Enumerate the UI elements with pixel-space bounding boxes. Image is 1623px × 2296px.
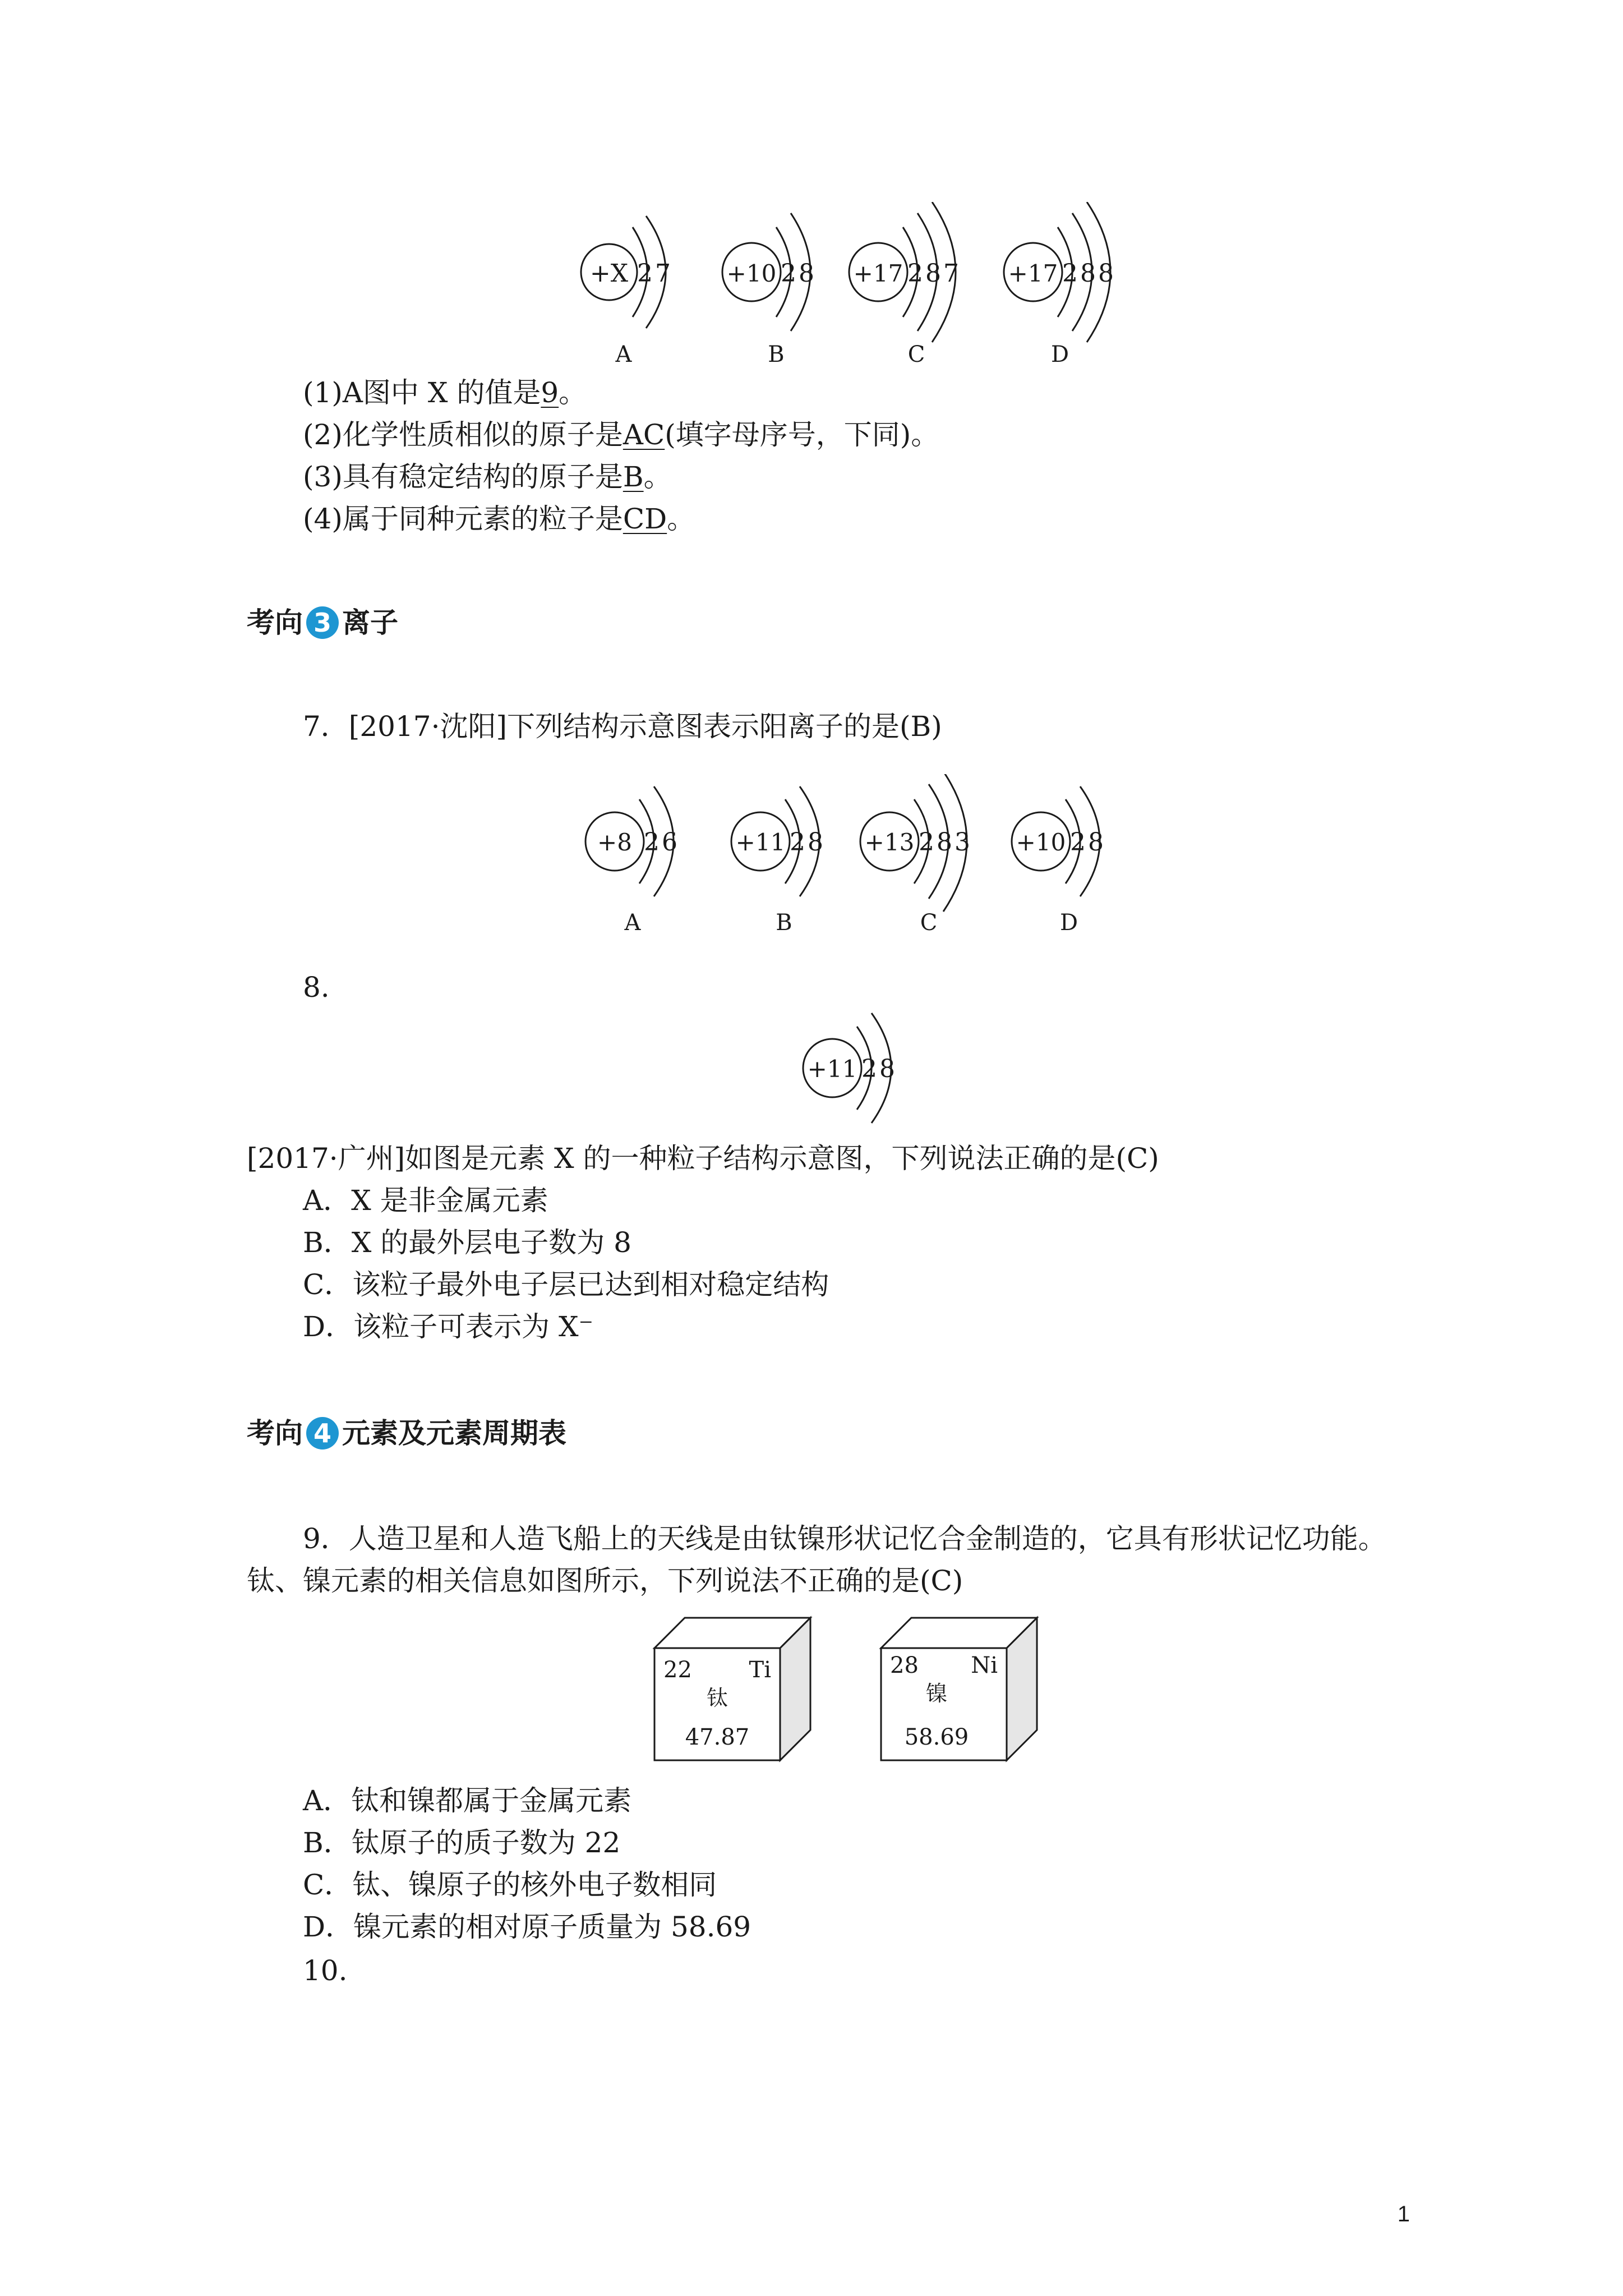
q6-c-shell-3: 7 [943, 259, 959, 288]
q6-item-2: (2)化学性质相似的原子是AC(填字母序号，下同)。 [303, 418, 939, 451]
ti-name: 钛 [706, 1686, 728, 1710]
q7-d-shell-1: 2 [1070, 828, 1086, 857]
q8-number: 8. [303, 971, 330, 1004]
q6-atom-diagrams [0, 202, 1623, 381]
q7-b-nucleus: +11 [735, 829, 786, 856]
q7-c-nucleus: +13 [864, 829, 915, 856]
q9-stem-line2: 钛、镍元素的相关信息如图所示，下列说法不正确的是(C) [247, 1565, 963, 1597]
ti-symbol: Ti [749, 1657, 771, 1683]
q6-d-shell-3: 8 [1098, 259, 1114, 288]
q7-b-shell-1: 2 [790, 828, 805, 857]
q6-d-nucleus: +17 [1008, 260, 1058, 287]
q8-option-b: B．X 的最外层电子数为 8 [303, 1226, 631, 1259]
q8-shell-2: 8 [879, 1055, 895, 1083]
q6-b-nucleus: +10 [726, 260, 777, 287]
q9-option-a: A．钛和镍都属于金属元素 [303, 1784, 632, 1817]
q6-answer-4: CD [623, 503, 667, 535]
q6-d-shell-2: 8 [1080, 259, 1096, 288]
q6-a-shell-2: 7 [655, 259, 671, 288]
q7-a-shell-2: 6 [662, 828, 677, 857]
q6-d-shell-1: 2 [1062, 259, 1078, 288]
ti-atomic-mass: 47.87 [685, 1724, 750, 1750]
q6-c-label: C [907, 342, 925, 367]
q6-a-nucleus: +X [589, 259, 629, 288]
q6-b-shell-1: 2 [781, 259, 796, 288]
q7-d-label: D [1059, 910, 1078, 936]
q9-option-c: C．钛、镍原子的核外电子数相同 [303, 1869, 717, 1901]
q6-c-shell-1: 2 [907, 259, 923, 288]
element-card-ti [654, 1618, 810, 1760]
q6-item-3: (3)具有稳定结构的原子是B。 [303, 461, 672, 493]
q7-c-shell-2: 8 [937, 828, 952, 857]
q10-number: 10. [303, 1954, 348, 1987]
q9-option-b: B．钛原子的质子数为 22 [303, 1826, 621, 1859]
q7-c-shell-1: 2 [919, 828, 934, 857]
q8-option-d: D．该粒子可表示为 X⁻ [303, 1310, 593, 1343]
q7-stem: 7．[2017·沈阳]下列结构示意图表示阳离子的是(B) [303, 710, 942, 743]
q9-element-cards [0, 1610, 1623, 1773]
q8-shell-1: 2 [861, 1055, 877, 1083]
q9-stem-line1: 9．人造卫星和人造飞船上的天线是由钛镍形状记忆合金制造的，它具有形状记忆功能。 [303, 1522, 1386, 1555]
q7-a-label: A [624, 910, 641, 936]
q7-d-nucleus: +10 [1016, 829, 1066, 856]
section-4-heading: 考向 4 元素及元素周期表 [247, 1417, 566, 1450]
q6-item-4: (4)属于同种元素的粒子是CD。 [303, 503, 695, 535]
q6-answer-2: AC [623, 418, 665, 451]
q6-item-1: (1)A图中 X 的值是9。 [303, 376, 587, 409]
q6-b-shell-2: 8 [799, 259, 814, 288]
q7-b-label: B [776, 910, 792, 936]
element-card-ni [881, 1618, 1037, 1760]
q7-b-shell-2: 8 [808, 828, 823, 857]
q7-atom-diagrams [0, 774, 1623, 942]
ni-symbol: Ni [971, 1653, 998, 1678]
ni-atomic-number: 28 [890, 1653, 919, 1678]
q6-c-nucleus: +17 [853, 260, 903, 287]
q6-c-shell-2: 8 [925, 259, 941, 288]
section-3-heading: 考向 3 离子 [247, 606, 398, 639]
q8-option-a: A．X 是非金属元素 [303, 1184, 548, 1217]
q7-a-nucleus: +8 [597, 829, 632, 856]
q6-d-label: D [1050, 342, 1069, 367]
q7-d-shell-2: 8 [1088, 828, 1104, 857]
q8-option-c: C．该粒子最外电子层已达到相对稳定结构 [303, 1268, 829, 1301]
q9-option-d: D．镍元素的相对原子质量为 58.69 [303, 1911, 751, 1943]
q6-answer-3: B [623, 461, 644, 493]
q6-a-label: A [615, 342, 632, 367]
q7-a-shell-1: 2 [644, 828, 660, 857]
q7-c-label: C [920, 910, 938, 936]
q7-c-shell-3: 3 [955, 828, 970, 857]
q6-b-label: B [768, 342, 785, 367]
ni-atomic-mass: 58.69 [904, 1724, 969, 1750]
q8-nucleus: +11 [807, 1055, 857, 1083]
q6-a-shell-1: 2 [637, 259, 653, 288]
ni-name: 镍 [925, 1681, 948, 1706]
q8-stem: [2017·广州]如图是元素 X 的一种粒子结构示意图，下列说法正确的是(C) [247, 1142, 1159, 1175]
q6-answer-1: 9 [541, 376, 559, 409]
ti-atomic-number: 22 [663, 1657, 692, 1683]
page-number: 1 [1397, 2202, 1410, 2226]
section-4-number-badge: 4 [306, 1417, 339, 1450]
section-3-number-badge: 3 [306, 606, 339, 639]
q8-atom-diagram [0, 1010, 1623, 1133]
